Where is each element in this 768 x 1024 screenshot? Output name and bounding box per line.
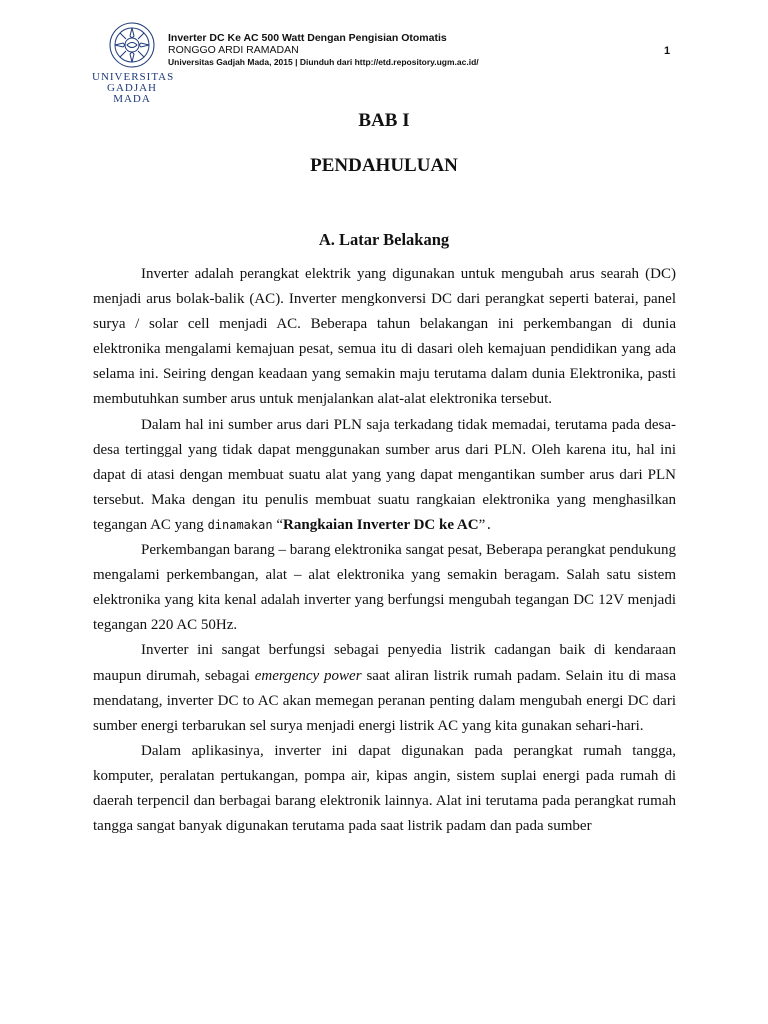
paragraph-5: Dalam aplikasinya, inverter ini dapat digunakan pada perangkat rumah tangga, komputer, peralatan pertukangan, pompa air, kipas angin, sistem suplai energi pada rumah di daerah terpencil dan berbagai barang elektronik lainnya. Alat ini terutama pada perangkat rumah tangga sangat banyak digunakan terutama pada saat listrik padam dan pada sumber	[93, 742, 676, 835]
logo-text-gadjah-mada: GADJAH MADA	[107, 82, 157, 105]
paragraph-2-quote-close: ”	[478, 516, 486, 533]
body-text	[93, 262, 676, 839]
university-logo	[92, 20, 175, 105]
chapter-label: BAB I	[358, 110, 410, 131]
paragraph-4-text: Inverter ini sangat berfungsi sebagai penyedia listrik cadangan baik di kendaraan maupun dirumah, sebagai	[93, 642, 676, 684]
chapter-title: PENDAHULUAN	[310, 155, 458, 176]
header-document-title: Inverter DC Ke AC 500 Watt Dengan Pengisian Otomatis	[168, 32, 447, 44]
paragraph-1: Inverter adalah perangkat elektrik yang digunakan untuk mengubah arus searah (DC) menjadi arus bolak-balik (AC). Inverter mengkonversi DC dari perangkat seperti baterai, panel surya / solar cell menjadi AC. Beberapa tahun belakangan ini perkembangan di dunia elektronika mengalami kemajuan pesat, semua itu di dasari oleh kemajuan pendidikan yang ada selama ini. Seiring dengan keadaan yang semakin maju terutama dalam dunia Elektronika, pasti membutuhkan sumber arus untuk menjalankan alat-alat elektronika tersebut.	[93, 266, 676, 408]
paragraph-4	[93, 638, 676, 738]
section-heading: A. Latar Belakang	[318, 230, 450, 249]
paragraph-2-quote-open: “	[272, 516, 284, 533]
header-source: Universitas Gadjah Mada, 2015 | Diunduh dari http://etd.repository.ugm.ac.id/	[168, 57, 479, 67]
paragraph-2-text: Dalam hal ini sumber arus dari PLN saja terkadang tidak memadai, terutama pada desa-desa tertinggal yang tidak dapat menggunakan sumber arus dari PLN. Oleh karena itu, hal ini dapat di atasi dengan membuat suatu alat yang yang dapat mengantikan sumber arus dari PLN tersebut. Maka dengan itu penulis membuat suatu rangkaian elektronika yang menghasilkan tegangan AC yang	[93, 416, 676, 533]
paragraph-3: Perkembangan barang – barang elektronika sangat pesat, Beberapa perangkat pendukung mengalami perkembangan, alat – alat elektronika yang semakin beragam. Salah satu sistem elektronika yang kita kenal adalah inverter yang berfungsi mengubah tegangan DC 12V menjadi tegangan 220 AC 50Hz.	[93, 542, 676, 634]
ugm-seal-icon	[105, 20, 159, 70]
paragraph-4-italic-text: emergency power	[254, 667, 362, 684]
paragraph-2-small-text: dinamakan	[207, 517, 273, 532]
header-author: RONGGO ARDI RAMADAN	[168, 44, 299, 56]
logo-text-universitas: UNIVERSITAS	[92, 71, 175, 83]
page-header	[0, 0, 768, 105]
page-number: 1	[664, 45, 671, 57]
paragraph-2-end: .	[485, 517, 493, 532]
paragraph-2	[93, 413, 676, 538]
paragraph-2-bold-text: Rangkaian Inverter DC ke AC	[283, 516, 479, 533]
paragraph-4-text-after: saat aliran listrik rumah padam. Selain itu di masa mendatang, inverter DC to AC akan memegan peranan penting dalam mengubah energi DC dari sumber energi terbarukan sel surya menjadi energi listrik AC yang kita gunakan sehari-hari.	[93, 667, 677, 734]
